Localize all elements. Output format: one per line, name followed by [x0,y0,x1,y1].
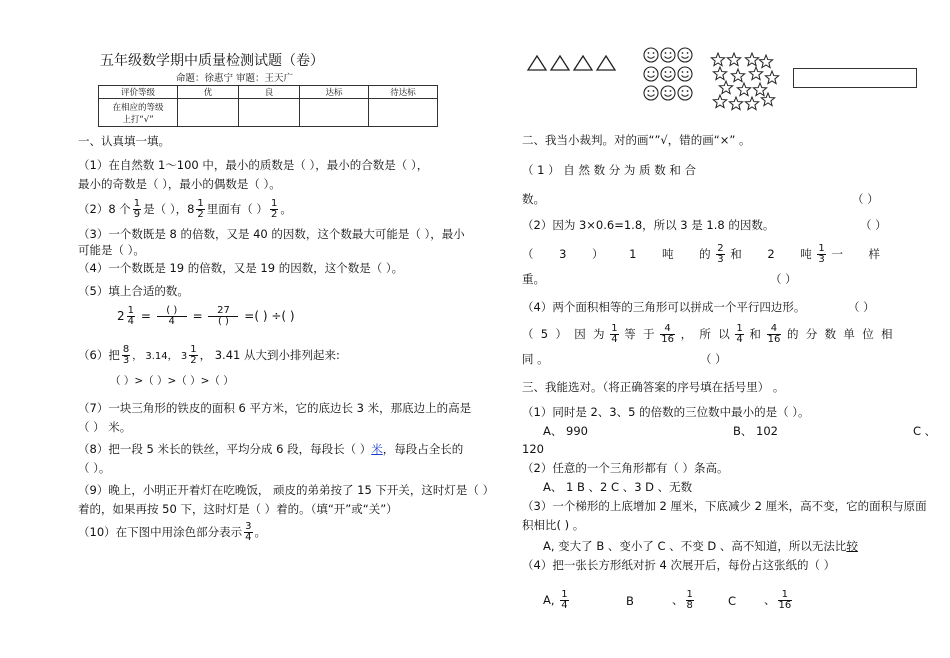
denominator: 8 [686,600,693,611]
fraction [157,306,187,327]
judge-5-answer[interactable]: （ ） [700,352,727,366]
grade-row-label-line: 上打“√” [122,114,154,125]
stars-group [710,52,782,114]
grade-cell-needs-work[interactable] [369,99,438,127]
question-4: （4）一个数既是 19 的倍数，又是 19 的因数，这个数是（ ）。 [78,261,404,275]
numerator: 4 [660,324,675,335]
fraction [686,590,694,611]
section-2-title: 二、我当小裁判。对的画“”√，错的画“×” 。 [522,133,751,147]
fraction [208,306,238,327]
c3-options-text: A, 变大了 B 、变小了 C 、不变 D 、高不知道，所以无法比 [543,539,847,553]
c4-option-a: A, [543,593,555,607]
fraction [133,199,141,220]
fraction [560,590,568,611]
numerator: 1 [611,323,618,334]
question-10 [78,522,266,543]
grade-row-label [99,99,178,127]
denominator: 9 [133,209,141,220]
c3-options-link[interactable]: 较 [846,539,858,553]
numerator: 27 [208,306,238,317]
numerator: 1 [561,589,568,600]
denominator: 2 [270,209,278,220]
question-9-line-1: （9）晚上，小明正开着灯在吃晚饭， 顽皮的弟弟按了 15 下开关，这时灯是（ ） [78,483,495,497]
grade-header: 优 [178,86,239,99]
question-8-line-1 [78,442,463,456]
j5-text: 的 分 数 单 位 相 [786,327,893,341]
denominator: 3 [717,254,724,265]
question-7-line-2: （ ） 米。 [78,420,132,434]
star-icon [749,67,762,80]
judge-5-line-1 [522,324,893,345]
judge-3-answer[interactable]: （ ） [770,272,797,286]
choice-2-options[interactable]: A、 1 B 、2 C 、3 D 、无数 [543,480,693,494]
q6-text: ， 3.14， 3 [132,351,188,362]
answer-box[interactable] [793,68,917,88]
section-3-title: 三、我能选对。（将正确答案的序号填在括号里） 。 [522,380,785,394]
j5-text: （ 5 ） 因 为 [522,327,605,341]
numerator: 1 [133,198,141,209]
q5-tail: =( ) ÷( ) [244,309,295,323]
q2-text: （2）8 个 [78,202,131,216]
grade-header: 达标 [300,86,369,99]
question-9-line-2: 着的，如果再按 50 下，这时灯是（ ）着的。（填“开”或“关”） [78,502,398,516]
question-1-line-2: 最小的奇数是（ ），最小的偶数是（ ）。 [78,177,281,191]
numerator: 4 [767,324,782,335]
denominator: 4 [561,600,568,611]
q10-text: （10）在下图中用涂色部分表示 [78,525,243,539]
j3-text: 和 2 吨 [730,247,812,261]
q2-text: 里面有（ ） [206,202,268,216]
denominator: 3 [818,254,825,265]
smiley-icon [644,67,658,81]
j3-text: （ 3 ） 1 吨 的 [522,247,711,261]
star-icon [713,67,726,80]
choice-4-option-c-value [764,590,794,611]
smiley-icon [678,67,692,81]
grade-row-label-line: 在相应的等级 [112,102,164,113]
numerator: 3 [245,521,252,532]
choice-1-option-b[interactable]: B、 102 [733,424,778,438]
question-6 [78,345,340,366]
numerator: 1 [127,305,135,316]
choice-3-line-2: 积相比( ) 。 [522,518,585,532]
question-7-line-1: （7）一块三角形的铁皮的面积 6 平方米，它的底边长 3 米，那底边上的高是 [78,401,472,415]
fraction [189,345,197,366]
denominator: 4 [245,532,252,543]
smiley-icon [661,48,675,62]
fraction [817,244,825,265]
question-5-equation [117,306,295,327]
star-icon [765,71,778,84]
question-5: （5）填上合适的数。 [78,284,189,298]
grade-header: 良 [239,86,300,99]
meter-link[interactable]: 米 [371,442,383,456]
grade-table [98,85,438,127]
fraction [767,324,782,345]
smiley-icon [644,48,658,62]
fraction [122,345,130,366]
fraction [196,199,204,220]
judge-2-answer[interactable]: （ ） [860,218,887,232]
q6-text: ， 3.41 从大到小排列起来: [199,348,340,362]
numerator: 1 [190,344,197,355]
question-6-answer-line: （ ）>（ ）>（ ）>（ ） [110,375,234,387]
denominator: 2 [190,355,197,366]
denominator: 16 [778,600,792,611]
star-icon [713,95,726,108]
star-icon [745,97,758,110]
smiley-icon [644,86,658,100]
page-title: 五年级数学期中质量检测试题（卷） [100,53,324,69]
numerator: 1 [197,198,204,209]
smiley-icon [661,86,675,100]
question-8-line-2: （ ）。 [78,461,111,475]
q2-text: 是（ ），8 [143,202,195,216]
denominator: 2 [197,209,204,220]
denominator: ( ) [217,316,229,327]
j5-text: ， 所 以 [680,327,730,341]
denominator: 4 [611,334,618,345]
judge-1-answer[interactable]: （ ） [852,192,879,206]
judge-5-line-2: 同 。 [522,352,549,366]
smiley-icon [678,86,692,100]
q10-text: 。 [254,525,267,539]
triangle-icon [528,56,546,70]
choice-2: （2）任意的一个三角形都有（ ）条高。 [522,461,729,475]
choice-4-option-b-value [672,590,696,611]
q8-text: （8）把一段 5 米长的铁丝，平均分成 6 段，每段长（ ） [78,442,372,456]
star-icon [745,53,758,66]
section-1-title: 一、认真填一填。 [78,134,170,148]
grade-cell-excellent[interactable] [178,99,239,127]
denominator: 4 [736,334,743,345]
grade-header: 待达标 [369,86,438,99]
choice-3-line-1: （3）一个梯形的上底增加 2 厘米，下底减少 2 厘米，高不变，它的面积与原面 [522,499,927,513]
numerator: 1 [686,589,693,600]
numerator: 1 [778,590,793,601]
c4-sep: 、 [764,593,776,607]
smiley-icon [678,48,692,62]
star-icon [729,97,742,110]
numerator: 1 [736,323,743,334]
star-icon [759,55,772,68]
fraction [244,522,252,543]
triangle-icon [551,56,569,70]
question-3-line-1: （3）一个数既是 8 的倍数，又是 40 的因数，这个数最大可能是（ ），最小 [78,227,465,241]
judge-3-line-1 [522,244,880,265]
numerator: 2 [717,243,724,254]
judge-4-answer[interactable]: （ ） [848,300,875,314]
triangle-icon [597,56,615,70]
q6-text: （6）把 [78,348,120,362]
choice-1-option-a[interactable]: A、 990 [543,424,588,438]
authors-line: 命题：徐惠宁 审题：王天广 [176,73,294,84]
equals-sign: = [192,309,203,323]
numerator: 1 [818,243,825,254]
judge-4: （4）两个面积相等的三角形可以拼成一个平行四边形。 [522,300,806,314]
star-icon [737,83,750,96]
smiley-icon [661,67,675,81]
triangles-group [526,54,618,72]
grade-cell-good[interactable] [239,99,300,127]
judge-1-line-2: 数。 [522,192,545,206]
choice-4: （4）把一张长方形纸对折 4 次展开后，每份占这张纸的（ ） [522,558,836,572]
whole-number: 2 [117,309,125,323]
c4-sep: 、 [672,593,684,607]
denominator: 3 [122,355,130,366]
choice-4-options[interactable] [543,590,571,611]
denominator: 16 [767,334,781,345]
star-icon [711,53,724,66]
choice-3-options[interactable] [543,539,858,553]
denominator: 16 [661,334,674,345]
grade-header: 评价等级 [99,86,178,99]
choice-1-option-c[interactable]: C 、 [913,424,937,438]
q8-text: ，每段占全长的 [382,442,464,456]
grade-cell-pass[interactable] [300,99,369,127]
fraction [127,306,135,327]
denominator: 4 [127,316,135,327]
fraction [778,590,793,611]
choice-1: （1）同时是 2、3、5 的倍数的三位数中最小的是（ ）。 [522,405,810,419]
j3-text: 一 样 [831,247,881,261]
j5-text: 等 于 [624,327,655,341]
star-icon [719,81,732,94]
judge-3-line-2: 重。 [522,272,545,286]
judge-1-line-1: （ 1 ） 自 然 数 分 为 质 数 和 合 [522,163,697,177]
denominator: 4 [168,316,175,327]
question-1-line-1: （1）在自然数 1～100 中，最小的质数是（ ），最小的合数是（ ）， [78,158,429,172]
choice-4-option-b[interactable]: B [626,594,634,608]
question-3-line-2: 可能是（ ）。 [78,243,145,257]
judge-2: （2）因为 3×0.6=1.8，所以 3 是 1.8 的因数。 [522,218,775,232]
j5-text: 和 [749,327,761,341]
fraction [660,324,675,345]
q2-text: 。 [280,202,292,216]
star-icon [753,83,766,96]
smileys-group [643,46,699,104]
numerator: 8 [122,344,130,355]
fraction [735,324,743,345]
fraction [610,324,618,345]
choice-4-option-c[interactable]: C [728,594,737,608]
star-icon [731,69,744,82]
question-2 [78,199,292,220]
fraction [270,199,278,220]
choice-1-option-c-value: 120 [522,442,544,456]
numerator: ( ) [157,306,187,317]
numerator: 1 [270,198,278,209]
triangle-icon [574,56,592,70]
star-icon [727,53,740,66]
equals-sign: = [140,309,151,323]
fraction [716,244,724,265]
